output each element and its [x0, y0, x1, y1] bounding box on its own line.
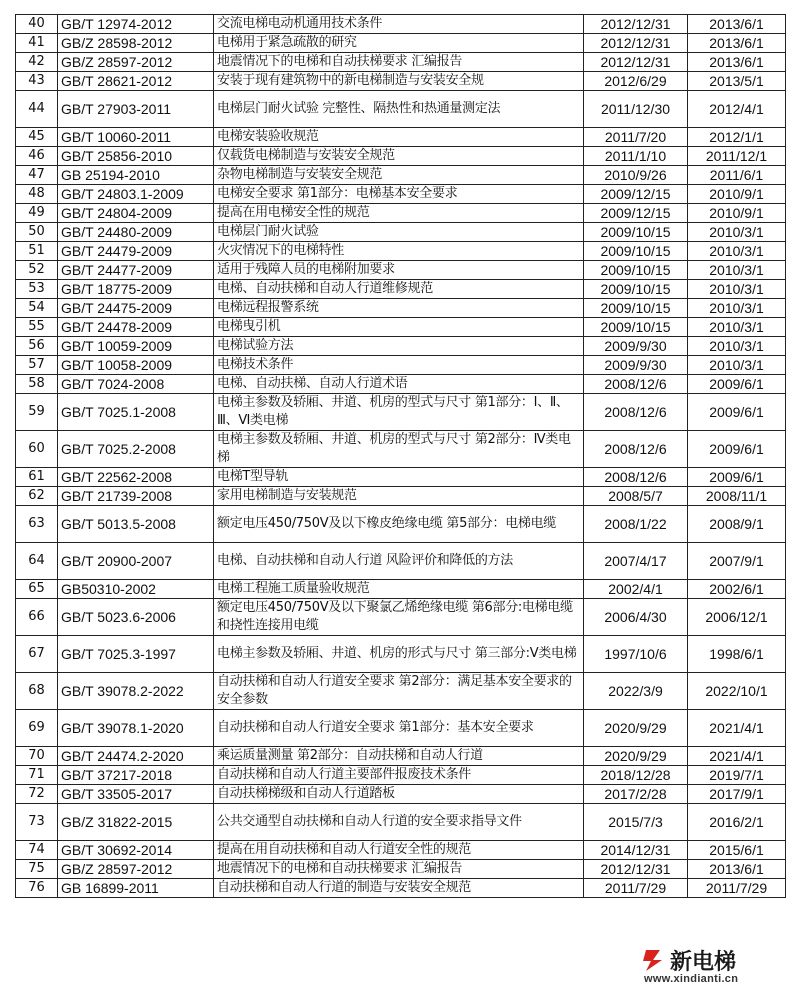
standard-name: 电梯远程报警系统 [214, 299, 584, 318]
effective-date: 2002/6/1 [688, 580, 786, 599]
standard-name: 电梯、自动扶梯和自动人行道维修规范 [214, 280, 584, 299]
row-number: 69 [16, 710, 58, 747]
table-row [16, 580, 786, 599]
issue-date: 2009/10/15 [584, 242, 688, 261]
effective-date: 2010/9/1 [688, 185, 786, 204]
effective-date: 2013/6/1 [688, 860, 786, 879]
row-number: 44 [16, 91, 58, 128]
table-row [16, 91, 786, 128]
row-number: 53 [16, 280, 58, 299]
issue-date: 2011/1/10 [584, 147, 688, 166]
standard-name: 额定电压450/750V及以下橡皮绝缘电缆 第5部分：电梯电缆 [214, 506, 584, 543]
row-number: 48 [16, 185, 58, 204]
logo-text: 新电梯 [670, 950, 737, 975]
issue-date: 2020/9/29 [584, 710, 688, 747]
table-row [16, 468, 786, 487]
standard-code: GB/T 7025.3-1997 [58, 636, 214, 673]
standard-name: 电梯工程施工质量验收规范 [214, 580, 584, 599]
standard-name: 电梯T型导轨 [214, 468, 584, 487]
standard-code: GB/T 24803.1-2009 [58, 185, 214, 204]
standard-code: GB/T 30692-2014 [58, 841, 214, 860]
standard-code: GB50310-2002 [58, 580, 214, 599]
table-row [16, 280, 786, 299]
effective-date: 2009/6/1 [688, 375, 786, 394]
standard-name: 地震情况下的电梯和自动扶梯要求 汇编报告 [214, 53, 584, 72]
standard-code: GB/T 7024-2008 [58, 375, 214, 394]
standard-name: 提高在用电梯安全性的规范 [214, 204, 584, 223]
issue-date: 1997/10/6 [584, 636, 688, 673]
standard-code: GB/T 37217-2018 [58, 766, 214, 785]
row-number: 47 [16, 166, 58, 185]
issue-date: 2018/12/28 [584, 766, 688, 785]
standard-code: GB/T 7025.2-2008 [58, 431, 214, 468]
standard-name: 电梯、自动扶梯、自动人行道术语 [214, 375, 584, 394]
standard-code: GB/T 24477-2009 [58, 261, 214, 280]
issue-date: 2009/10/15 [584, 261, 688, 280]
standard-code: GB/T 12974-2012 [58, 15, 214, 34]
table-row [16, 673, 786, 710]
issue-date: 2022/3/9 [584, 673, 688, 710]
issue-date: 2002/4/1 [584, 580, 688, 599]
issue-date: 2008/5/7 [584, 487, 688, 506]
table-row [16, 860, 786, 879]
row-number: 46 [16, 147, 58, 166]
table-row [16, 337, 786, 356]
row-number: 74 [16, 841, 58, 860]
effective-date: 2015/6/1 [688, 841, 786, 860]
effective-date: 2021/4/1 [688, 710, 786, 747]
standard-name: 电梯主参数及轿厢、井道、机房的型式与尺寸 第1部分：Ⅰ、Ⅱ、Ⅲ、Ⅵ类电梯 [214, 394, 584, 431]
issue-date: 2020/9/29 [584, 747, 688, 766]
row-number: 70 [16, 747, 58, 766]
issue-date: 2012/12/31 [584, 860, 688, 879]
standard-code: GB/T 27903-2011 [58, 91, 214, 128]
table-row [16, 804, 786, 841]
row-number: 40 [16, 15, 58, 34]
row-number: 67 [16, 636, 58, 673]
table-row [16, 506, 786, 543]
row-number: 65 [16, 580, 58, 599]
row-number: 54 [16, 299, 58, 318]
standard-name: 地震情况下的电梯和自动扶梯要求 汇编报告 [214, 860, 584, 879]
table-row [16, 841, 786, 860]
standard-name: 额定电压450/750V及以下聚氯乙烯绝缘电缆 第6部分:电梯电缆和挠性连接用电缆 [214, 599, 584, 636]
table-row [16, 394, 786, 431]
table-row [16, 166, 786, 185]
table-row [16, 299, 786, 318]
table-row [16, 785, 786, 804]
standard-name: 电梯安装验收规范 [214, 128, 584, 147]
row-number: 57 [16, 356, 58, 375]
standards-table [15, 14, 786, 898]
standard-name: 杂物电梯制造与安装安全规范 [214, 166, 584, 185]
row-number: 41 [16, 34, 58, 53]
issue-date: 2007/4/17 [584, 543, 688, 580]
effective-date: 2010/3/1 [688, 318, 786, 337]
standard-code: GB/T 24804-2009 [58, 204, 214, 223]
standard-code: GB/T 39078.1-2020 [58, 710, 214, 747]
standard-code: GB/Z 31822-2015 [58, 804, 214, 841]
row-number: 61 [16, 468, 58, 487]
issue-date: 2011/7/29 [584, 879, 688, 898]
standard-name: 电梯主参数及轿厢、井道、机房的形式与尺寸 第三部分:Ⅴ类电梯 [214, 636, 584, 673]
standard-name: 自动扶梯和自动人行道安全要求 第1部分：基本安全要求 [214, 710, 584, 747]
standard-code: GB/T 20900-2007 [58, 543, 214, 580]
effective-date: 2011/6/1 [688, 166, 786, 185]
table-row [16, 15, 786, 34]
table-row [16, 747, 786, 766]
standard-name: 电梯安全要求 第1部分：电梯基本安全要求 [214, 185, 584, 204]
effective-date: 2021/4/1 [688, 747, 786, 766]
table-row [16, 261, 786, 280]
standard-code: GB/T 5023.6-2006 [58, 599, 214, 636]
issue-date: 2009/9/30 [584, 356, 688, 375]
table-row [16, 431, 786, 468]
standard-code: GB/T 21739-2008 [58, 487, 214, 506]
row-number: 64 [16, 543, 58, 580]
standard-code: GB/T 24474.2-2020 [58, 747, 214, 766]
effective-date: 2011/7/29 [688, 879, 786, 898]
row-number: 43 [16, 72, 58, 91]
row-number: 60 [16, 431, 58, 468]
issue-date: 2008/1/22 [584, 506, 688, 543]
table-row [16, 34, 786, 53]
table-row [16, 356, 786, 375]
issue-date: 2012/12/31 [584, 15, 688, 34]
table-row [16, 185, 786, 204]
logo-url: www.xindianti.cn [644, 973, 739, 985]
effective-date: 2010/3/1 [688, 299, 786, 318]
issue-date: 2011/7/20 [584, 128, 688, 147]
row-number: 71 [16, 766, 58, 785]
standard-code: GB/T 5013.5-2008 [58, 506, 214, 543]
effective-date: 2007/9/1 [688, 543, 786, 580]
table-row [16, 128, 786, 147]
issue-date: 2014/12/31 [584, 841, 688, 860]
issue-date: 2009/12/15 [584, 204, 688, 223]
standard-name: 电梯主参数及轿厢、井道、机房的型式与尺寸 第2部分：Ⅳ类电梯 [214, 431, 584, 468]
issue-date: 2006/4/30 [584, 599, 688, 636]
issue-date: 2008/12/6 [584, 431, 688, 468]
table-row [16, 375, 786, 394]
standard-code: GB/T 24478-2009 [58, 318, 214, 337]
issue-date: 2012/12/31 [584, 34, 688, 53]
row-number: 58 [16, 375, 58, 394]
table-row [16, 223, 786, 242]
issue-date: 2009/12/15 [584, 185, 688, 204]
standard-name: 仅载货电梯制造与安装安全规范 [214, 147, 584, 166]
table-row [16, 636, 786, 673]
table-row [16, 72, 786, 91]
row-number: 49 [16, 204, 58, 223]
effective-date: 2009/6/1 [688, 394, 786, 431]
table-row [16, 53, 786, 72]
table-row [16, 599, 786, 636]
standard-name: 电梯用于紧急疏散的研究 [214, 34, 584, 53]
standard-code: GB/T 22562-2008 [58, 468, 214, 487]
issue-date: 2009/10/15 [584, 318, 688, 337]
standard-name: 乘运质量测量 第2部分：自动扶梯和自动人行道 [214, 747, 584, 766]
table-row [16, 147, 786, 166]
standard-name: 电梯技术条件 [214, 356, 584, 375]
effective-date: 2006/12/1 [688, 599, 786, 636]
standard-name: 电梯曳引机 [214, 318, 584, 337]
row-number: 72 [16, 785, 58, 804]
effective-date: 2009/6/1 [688, 431, 786, 468]
standard-name: 安装于现有建筑物中的新电梯制造与安装安全规 [214, 72, 584, 91]
table-row [16, 710, 786, 747]
effective-date: 2017/9/1 [688, 785, 786, 804]
effective-date: 2011/12/1 [688, 147, 786, 166]
standard-code: GB/T 24475-2009 [58, 299, 214, 318]
effective-date: 2010/3/1 [688, 337, 786, 356]
row-number: 52 [16, 261, 58, 280]
row-number: 62 [16, 487, 58, 506]
standard-name: 适用于残障人员的电梯附加要求 [214, 261, 584, 280]
standard-name: 火灾情况下的电梯特性 [214, 242, 584, 261]
effective-date: 2013/6/1 [688, 53, 786, 72]
standard-code: GB/T 24479-2009 [58, 242, 214, 261]
issue-date: 2009/9/30 [584, 337, 688, 356]
standard-name: 电梯层门耐火试验 完整性、隔热性和热通量测定法 [214, 91, 584, 128]
standard-code: GB/T 33505-2017 [58, 785, 214, 804]
effective-date: 2012/1/1 [688, 128, 786, 147]
effective-date: 1998/6/1 [688, 636, 786, 673]
standard-code: GB/Z 28598-2012 [58, 34, 214, 53]
effective-date: 2012/4/1 [688, 91, 786, 128]
logo-mark-icon [640, 947, 666, 973]
table-row [16, 543, 786, 580]
effective-date: 2009/6/1 [688, 468, 786, 487]
standard-code: GB/T 7025.1-2008 [58, 394, 214, 431]
table-row [16, 766, 786, 785]
issue-date: 2015/7/3 [584, 804, 688, 841]
standard-name: 交流电梯电动机通用技术条件 [214, 15, 584, 34]
standard-code: GB/T 10060-2011 [58, 128, 214, 147]
issue-date: 2008/12/6 [584, 394, 688, 431]
table-row [16, 487, 786, 506]
standard-name: 电梯试验方法 [214, 337, 584, 356]
effective-date: 2010/9/1 [688, 204, 786, 223]
row-number: 63 [16, 506, 58, 543]
issue-date: 2017/2/28 [584, 785, 688, 804]
table-row [16, 242, 786, 261]
table-row [16, 879, 786, 898]
effective-date: 2013/5/1 [688, 72, 786, 91]
standard-code: GB/T 18775-2009 [58, 280, 214, 299]
issue-date: 2008/12/6 [584, 468, 688, 487]
row-number: 42 [16, 53, 58, 72]
issue-date: 2012/6/29 [584, 72, 688, 91]
row-number: 45 [16, 128, 58, 147]
standard-name: 电梯、自动扶梯和自动人行道 风险评价和降低的方法 [214, 543, 584, 580]
row-number: 68 [16, 673, 58, 710]
standard-name: 自动扶梯和自动人行道安全要求 第2部分：满足基本安全要求的安全参数 [214, 673, 584, 710]
effective-date: 2010/3/1 [688, 356, 786, 375]
effective-date: 2010/3/1 [688, 223, 786, 242]
issue-date: 2010/9/26 [584, 166, 688, 185]
effective-date: 2010/3/1 [688, 242, 786, 261]
standard-code: GB/T 28621-2012 [58, 72, 214, 91]
standard-name: 自动扶梯和自动人行道主要部件报废技术条件 [214, 766, 584, 785]
standard-code: GB/T 24480-2009 [58, 223, 214, 242]
effective-date: 2008/11/1 [688, 487, 786, 506]
row-number: 75 [16, 860, 58, 879]
effective-date: 2013/6/1 [688, 34, 786, 53]
standard-name: 家用电梯制造与安装规范 [214, 487, 584, 506]
issue-date: 2009/10/15 [584, 299, 688, 318]
row-number: 55 [16, 318, 58, 337]
row-number: 76 [16, 879, 58, 898]
standard-code: GB 16899-2011 [58, 879, 214, 898]
standard-name: 自动扶梯梯级和自动人行道踏板 [214, 785, 584, 804]
effective-date: 2010/3/1 [688, 261, 786, 280]
issue-date: 2008/12/6 [584, 375, 688, 394]
standard-code: GB 25194-2010 [58, 166, 214, 185]
standard-code: GB/T 25856-2010 [58, 147, 214, 166]
row-number: 59 [16, 394, 58, 431]
standard-code: GB/Z 28597-2012 [58, 860, 214, 879]
row-number: 51 [16, 242, 58, 261]
effective-date: 2008/9/1 [688, 506, 786, 543]
issue-date: 2011/12/30 [584, 91, 688, 128]
table-row [16, 204, 786, 223]
standard-code: GB/Z 28597-2012 [58, 53, 214, 72]
effective-date: 2013/6/1 [688, 15, 786, 34]
effective-date: 2019/7/1 [688, 766, 786, 785]
issue-date: 2012/12/31 [584, 53, 688, 72]
row-number: 56 [16, 337, 58, 356]
effective-date: 2010/3/1 [688, 280, 786, 299]
row-number: 50 [16, 223, 58, 242]
standard-name: 提高在用自动扶梯和自动人行道安全性的规范 [214, 841, 584, 860]
issue-date: 2009/10/15 [584, 223, 688, 242]
effective-date: 2022/10/1 [688, 673, 786, 710]
standard-name: 公共交通型自动扶梯和自动人行道的安全要求指导文件 [214, 804, 584, 841]
table-row [16, 318, 786, 337]
standard-name: 电梯层门耐火试验 [214, 223, 584, 242]
row-number: 66 [16, 599, 58, 636]
standard-name: 自动扶梯和自动人行道的制造与安装安全规范 [214, 879, 584, 898]
standard-code: GB/T 10059-2009 [58, 337, 214, 356]
site-logo [640, 945, 790, 985]
standard-code: GB/T 39078.2-2022 [58, 673, 214, 710]
issue-date: 2009/10/15 [584, 280, 688, 299]
effective-date: 2016/2/1 [688, 804, 786, 841]
row-number: 73 [16, 804, 58, 841]
standard-code: GB/T 10058-2009 [58, 356, 214, 375]
